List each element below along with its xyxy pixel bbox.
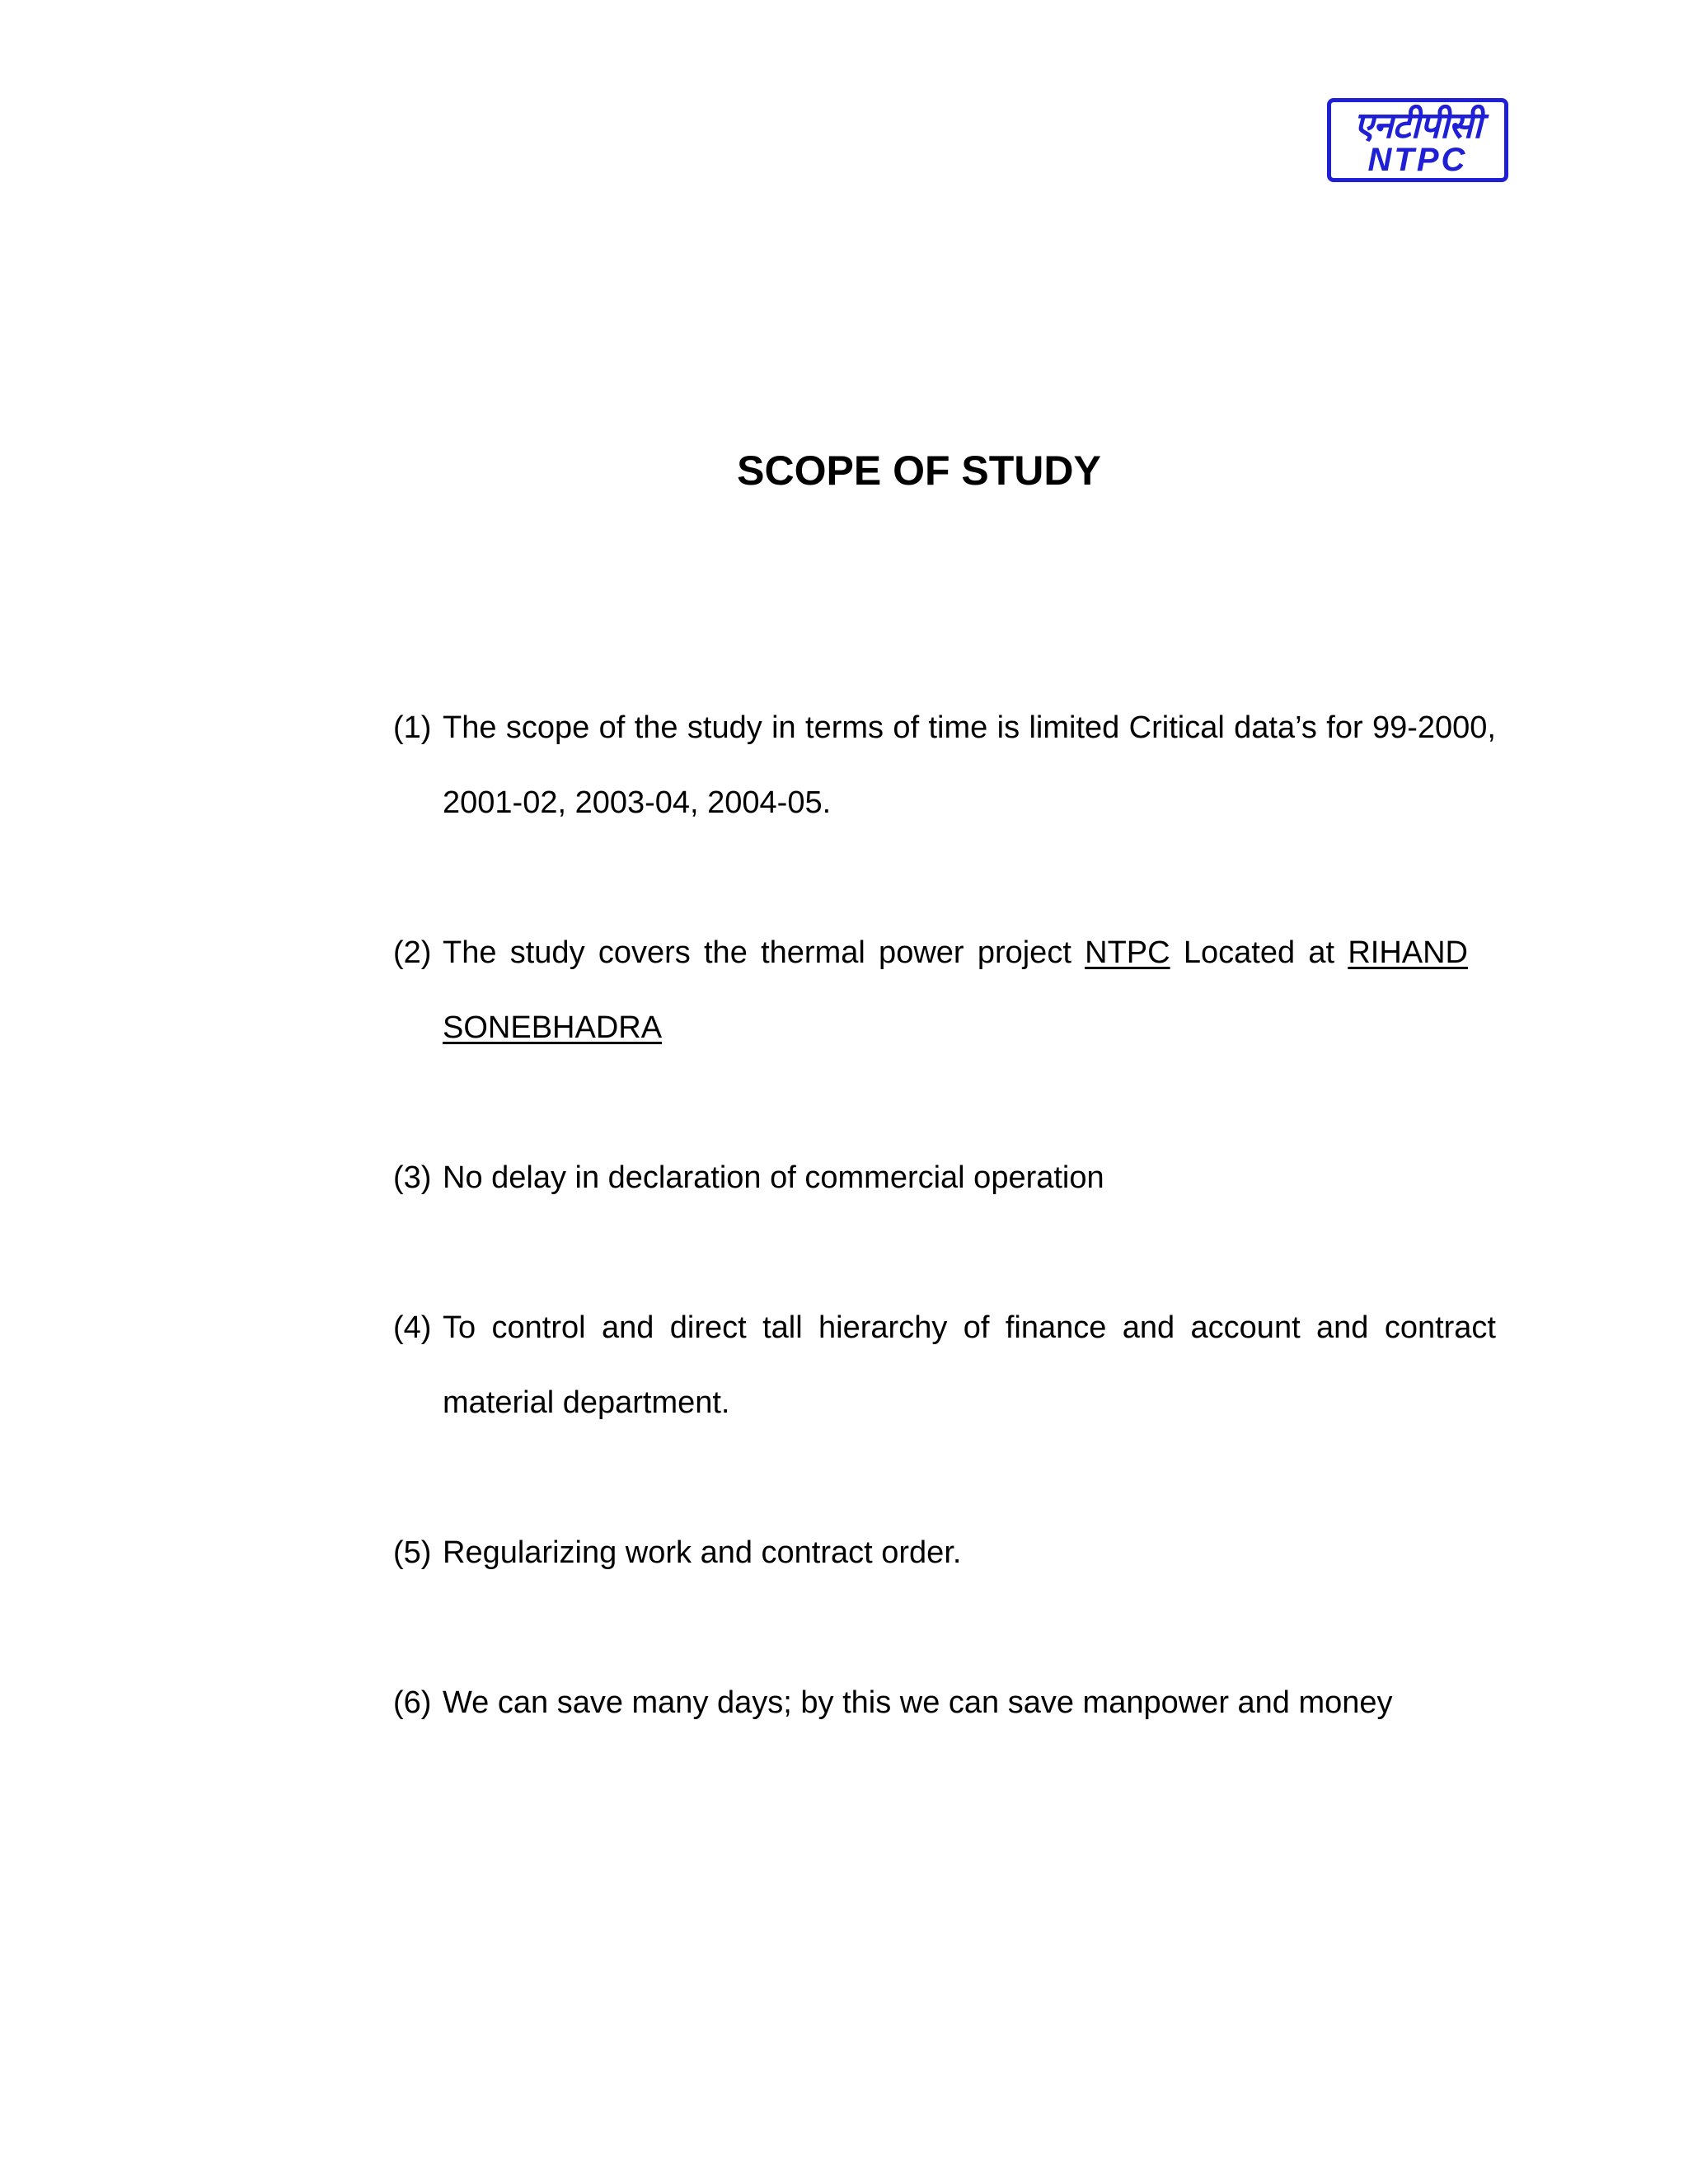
list-item: [393, 916, 1468, 1066]
item-text: Regularizing work and contract order.: [443, 1535, 962, 1570]
item-number: (1): [393, 710, 432, 745]
item-number: (3): [393, 1160, 432, 1195]
item-text: Located at: [1183, 935, 1335, 970]
list-item: [393, 1141, 1496, 1216]
list-item: [393, 1516, 1496, 1591]
ntpc-logo: [1327, 98, 1508, 182]
item-number: (6): [393, 1685, 432, 1720]
item-number: (5): [393, 1535, 432, 1570]
list-item: [393, 691, 1496, 841]
company-name-link: NTPC: [1085, 935, 1170, 970]
list-item: [393, 1291, 1496, 1441]
item-text: The scope of the study in terms of time is limited Critical data’s for 99-2000, 2001-02, 2003-04, 2004-05.: [443, 710, 1496, 820]
item-number: (4): [393, 1310, 432, 1345]
list-item: [393, 1666, 1496, 1741]
logo-english-text: NTPC: [1367, 142, 1468, 178]
item-text: To control and direct tall hierarchy of finance and account and contract material department.: [443, 1310, 1496, 1420]
item-text: The study covers the thermal power project: [443, 935, 1071, 970]
page-title: SCOPE OF STUDY: [737, 448, 1101, 494]
item-text: No delay in declaration of commercial operation: [443, 1160, 1104, 1195]
item-number: (2): [393, 935, 432, 970]
location-link: RIHAND SONEBHADRA: [443, 935, 1468, 1045]
item-text: We can save many days; by this we can save manpower and money: [443, 1685, 1393, 1720]
logo-hindi-text: एनटीपीसी: [1353, 105, 1482, 147]
